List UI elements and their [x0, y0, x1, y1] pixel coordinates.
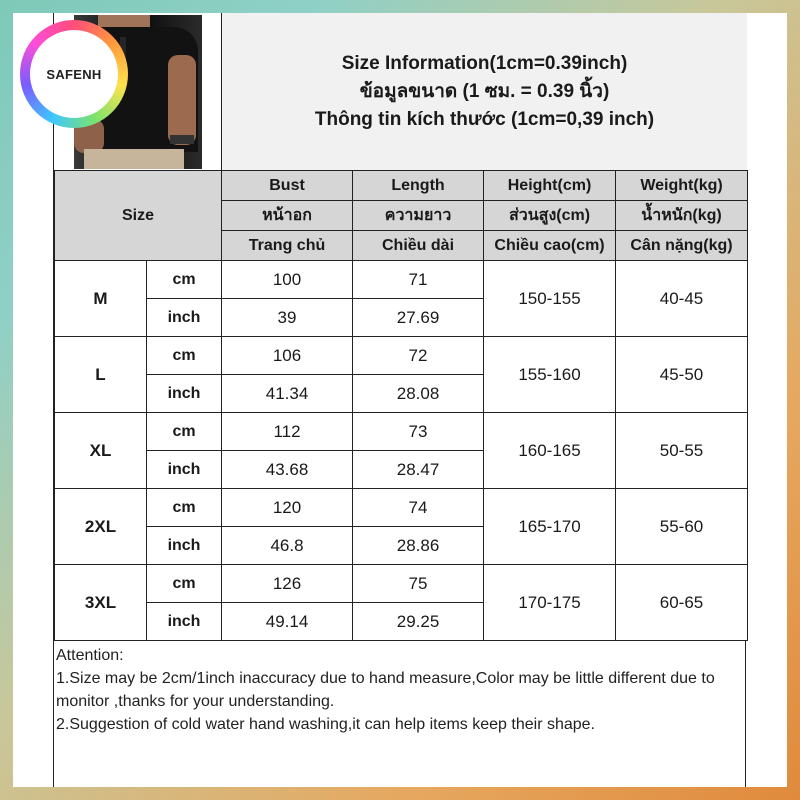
header-length: Length	[353, 171, 484, 201]
frame	[13, 13, 787, 787]
unit-inch: inch	[147, 299, 222, 337]
table-row	[55, 413, 748, 451]
bust-inch: 43.68	[222, 451, 353, 489]
height-range: 160-165	[484, 413, 616, 489]
length-inch: 28.86	[353, 527, 484, 565]
header-height-th: ส่วนสูง(cm)	[484, 201, 616, 231]
size-chart-sheet	[53, 13, 746, 787]
header-length-vi: Chiều dài	[353, 231, 484, 261]
size-xl: XL	[55, 413, 147, 489]
length-cm: 73	[353, 413, 484, 451]
header-weight-vi: Cân nặng(kg)	[616, 231, 748, 261]
size-m: M	[55, 261, 147, 337]
bust-inch: 49.14	[222, 603, 353, 641]
unit-inch: inch	[147, 451, 222, 489]
unit-cm: cm	[147, 337, 222, 375]
size-2xl: 2XL	[55, 489, 147, 565]
unit-inch: inch	[147, 527, 222, 565]
table-row	[55, 261, 748, 299]
unit-cm: cm	[147, 565, 222, 603]
attention-notes	[56, 644, 746, 736]
height-range: 170-175	[484, 565, 616, 641]
size-information-header	[221, 13, 747, 170]
header-row-en	[55, 171, 748, 201]
bust-cm: 120	[222, 489, 353, 527]
wristwatch	[170, 135, 194, 144]
header-bust-vi: Trang chủ	[222, 231, 353, 261]
unit-cm: cm	[147, 489, 222, 527]
unit-inch: inch	[147, 603, 222, 641]
size-header: Size	[55, 171, 222, 261]
length-cm: 71	[353, 261, 484, 299]
length-cm: 74	[353, 489, 484, 527]
height-range: 150-155	[484, 261, 616, 337]
bust-inch: 46.8	[222, 527, 353, 565]
attention-title: Attention:	[56, 647, 124, 664]
bust-cm: 126	[222, 565, 353, 603]
weight-range: 40-45	[616, 261, 748, 337]
length-cm: 75	[353, 565, 484, 603]
bust-cm: 112	[222, 413, 353, 451]
bust-cm: 106	[222, 337, 353, 375]
pants	[84, 149, 184, 169]
header-weight-th: น้ำหนัก(kg)	[616, 201, 748, 231]
size-3xl: 3XL	[55, 565, 147, 641]
length-inch: 29.25	[353, 603, 484, 641]
table-row	[55, 565, 748, 603]
bust-inch: 41.34	[222, 375, 353, 413]
size-table	[54, 170, 748, 641]
info-line-thai: ข้อมูลขนาด (1 ซม. = 0.39 นิ้ว)	[359, 80, 610, 102]
weight-range: 60-65	[616, 565, 748, 641]
length-inch: 27.69	[353, 299, 484, 337]
height-range: 165-170	[484, 489, 616, 565]
unit-cm: cm	[147, 261, 222, 299]
length-inch: 28.08	[353, 375, 484, 413]
weight-range: 50-55	[616, 413, 748, 489]
bust-cm: 100	[222, 261, 353, 299]
info-line-english: Size Information(1cm=0.39inch)	[341, 52, 628, 74]
info-line-vietnamese: Thông tin kích thước (1cm=0,39 inch)	[314, 108, 655, 130]
header-bust: Bust	[222, 171, 353, 201]
attention-note-1: 1.Size may be 2cm/1inch inaccuracy due to hand measure,Color may be little different due to monitor ,thanks for your understanding.	[56, 670, 715, 710]
header-bust-th: หน้าอก	[222, 201, 353, 231]
unit-cm: cm	[147, 413, 222, 451]
table-row	[55, 489, 748, 527]
attention-note-2: 2.Suggestion of cold water hand washing,it can help items keep their shape.	[56, 716, 595, 733]
unit-inch: inch	[147, 375, 222, 413]
header-height-vi: Chiều cao(cm)	[484, 231, 616, 261]
length-cm: 72	[353, 337, 484, 375]
brand-logo	[20, 20, 128, 128]
weight-range: 55-60	[616, 489, 748, 565]
header-height: Height(cm)	[484, 171, 616, 201]
length-inch: 28.47	[353, 451, 484, 489]
weight-range: 45-50	[616, 337, 748, 413]
brand-logo-text: SAFENH	[46, 66, 102, 82]
height-range: 155-160	[484, 337, 616, 413]
header-weight: Weight(kg)	[616, 171, 748, 201]
header-length-th: ความยาว	[353, 201, 484, 231]
size-l: L	[55, 337, 147, 413]
bust-inch: 39	[222, 299, 353, 337]
table-row	[55, 337, 748, 375]
brand-logo-inner	[30, 30, 118, 118]
arm	[168, 55, 196, 145]
